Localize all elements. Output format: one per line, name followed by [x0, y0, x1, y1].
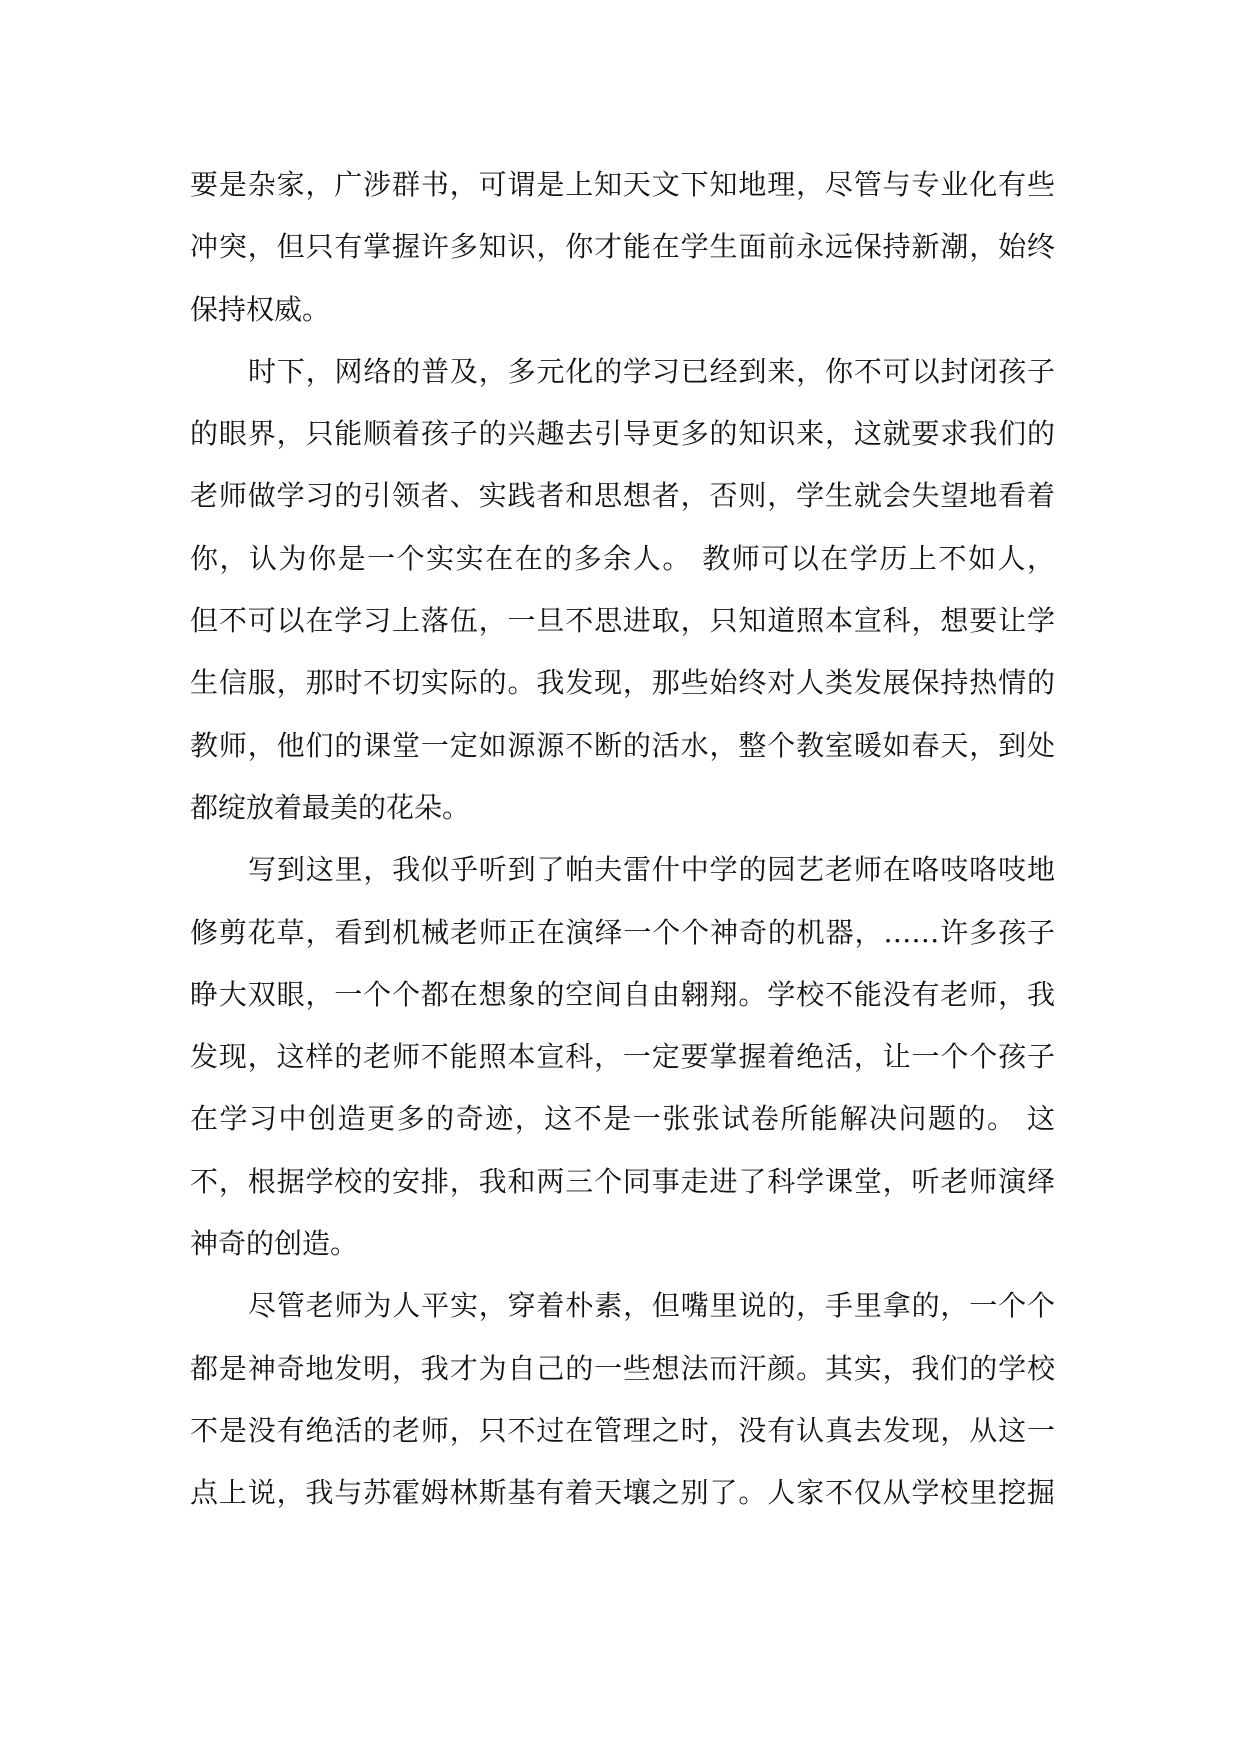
- text-line: 修剪花草，看到机械老师正在演绎一个个神奇的机器，……许多孩子: [190, 915, 1055, 949]
- text-line: 生信服，那时不切实际的。我发现，那些始终对人类发展保持热情的: [190, 666, 1055, 700]
- text-line: 教师，他们的课堂一定如源源不断的活水，整个教室暖如春天，到处: [190, 728, 1055, 762]
- text-line: 都是神奇地发明，我才为自己的一些想法而汗颜。其实，我们的学校: [190, 1351, 1055, 1385]
- text-line: 写到这里，我似乎听到了帕夫雷什中学的园艺老师在咯吱咯吱地: [248, 853, 1055, 887]
- text-line: 老师做学习的引领者、实践者和思想者，否则，学生就会失望地看着: [190, 479, 1055, 513]
- text-line: 点上说，我与苏霍姆林斯基有着天壤之别了。人家不仅从学校里挖掘: [190, 1476, 1055, 1510]
- text-line: 你，认为你是一个实实在在的多余人。 教师可以在学历上不如人，: [190, 541, 1055, 575]
- text-line: 保持权威。: [190, 292, 331, 326]
- text-line: 都绽放着最美的花朵。: [190, 790, 471, 824]
- text-line: 的眼界，只能顺着孩子的兴趣去引导更多的知识来，这就要求我们的: [190, 417, 1055, 451]
- text-line: 睁大双眼，一个个都在想象的空间自由翱翔。学校不能没有老师，我: [190, 977, 1055, 1011]
- text-line: 在学习中创造更多的奇迹，这不是一张张试卷所能解决问题的。 这: [190, 1102, 1055, 1136]
- text-line: 尽管老师为人平实，穿着朴素，但嘴里说的，手里拿的，一个个: [248, 1289, 1055, 1323]
- text-line: 要是杂家，广涉群书，可谓是上知天文下知地理，尽管与专业化有些: [190, 168, 1055, 201]
- text-line: 发现，这样的老师不能照本宣科，一定要掌握着绝活，让一个个孩子: [190, 1040, 1055, 1074]
- text-line: 但不可以在学习上落伍，一旦不思进取，只知道照本宣科，想要让学: [190, 604, 1055, 638]
- text-line: 冲突，但只有掌握许多知识，你才能在学生面前永远保持新潮，始终: [190, 230, 1055, 264]
- text-line: 神奇的创造。: [190, 1227, 359, 1261]
- document-body: [190, 154, 1055, 1525]
- text-line: 时下，网络的普及，多元化的学习已经到来，你不可以封闭孩子: [248, 354, 1055, 388]
- text-line: 不是没有绝活的老师，只不过在管理之时，没有认真去发现，从这一: [190, 1413, 1055, 1447]
- text-line: 不，根据学校的安排，我和两三个同事走进了科学课堂，听老师演绎: [190, 1164, 1055, 1198]
